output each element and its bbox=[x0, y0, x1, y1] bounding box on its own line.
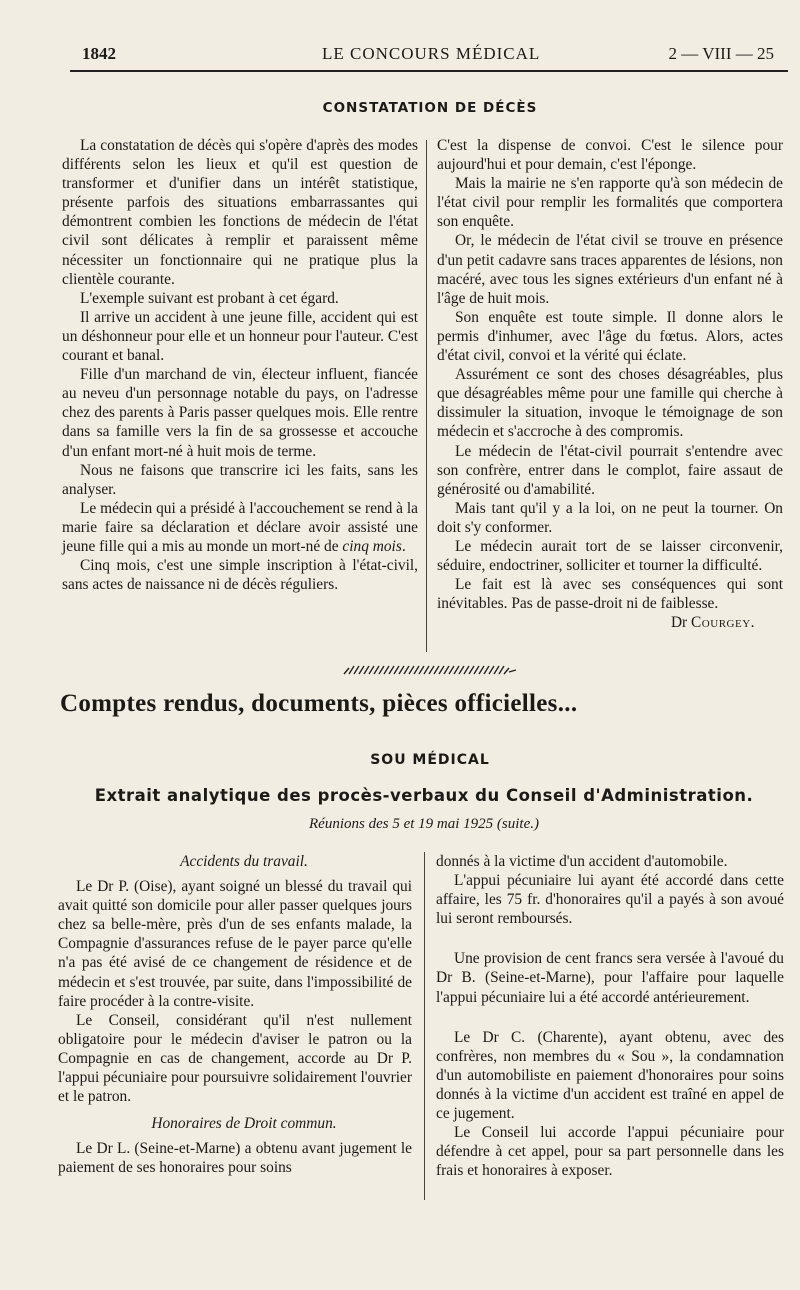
column-divider bbox=[424, 852, 425, 1200]
section-title-comptes-rendus: Comptes rendus, documents, pièces officielles... bbox=[60, 690, 578, 717]
running-header bbox=[60, 44, 780, 70]
paragraph: Il arrive un accident à une jeune fille, accident qui est un déshonneur pour elle et un honneur pour l'auteur. C'est courant et banal. bbox=[62, 308, 418, 365]
paragraph: Fille d'un marchand de vin, électeur influent, fiancée au neveu d'un personnage notable du pays, on l'adresse chez des parents à Paris passer quelques mois. Elle rentre dans sa famille vers la fin de sa grossesse et accouche d'un enfant mort-né à huit mois de terme. bbox=[62, 366, 418, 460]
paragraph: Le Dr P. (Oise), ayant soigné un blessé du travail qui avait quitté son domicile pour aller passer quelques jours chez sa belle-mère, près d'un de ses enfants malade, la Compagnie d'assurances refuse de le payer parce qu'elle n'a pas été avisé de ce changement de résidence et de médecin et s'est trouvée, par suite, dans l'impossibilité de faire procéder à la contre-visite. bbox=[58, 878, 412, 1010]
minutes-left-column bbox=[58, 852, 412, 1178]
subheading-honoraires: Honoraires de Droit commun. bbox=[151, 1115, 337, 1133]
paragraph: Mais la mairie ne s'en rapporte qu'à son médecin de l'état civil pour remplir les formalités que comportera son enquête. bbox=[437, 175, 783, 231]
extract-title: Extrait analytique des procès-verbaux du Conseil d'Administration. bbox=[94, 786, 754, 805]
article-left-column bbox=[62, 136, 418, 594]
page-number: 1842 bbox=[82, 44, 116, 63]
paragraph: L'exemple suivant est probant à cet égard. bbox=[80, 289, 339, 307]
subheading-accidents: Accidents du travail. bbox=[180, 853, 308, 870]
header-rule bbox=[70, 70, 788, 72]
meeting-suite: suite bbox=[501, 816, 531, 832]
paragraph: Le médecin aurait tort de se laisser circonvenir, séduire, endoctriner, solliciter et tourner la difficulté. bbox=[437, 537, 783, 575]
paragraph: Le Dr L. (Seine-et-Marne) a obtenu avant jugement le paiement de ses honoraires pour soins bbox=[58, 1140, 412, 1177]
paragraph: Le fait est là avec ses conséquences qui sont inévitables. Pas de passe-droit ni de faiblesse. bbox=[437, 576, 783, 613]
meeting-dates bbox=[0, 816, 800, 833]
minutes-right-column bbox=[436, 852, 784, 1180]
paragraph: Or, le médecin de l'état civil se trouve en présence d'un petit cadavre sans traces apparentes de lésions, non macéré, avec tous les signes extérieurs d'un enfant né à l'âge de huit mois. bbox=[437, 232, 783, 307]
signature bbox=[437, 613, 783, 632]
paragraph: Cinq mois, c'est une simple inscription à l'état-civil, sans actes de naissance ni de décès réguliers. bbox=[62, 557, 418, 594]
paragraph: donnés à la victime d'un accident d'automobile. bbox=[436, 853, 728, 870]
paragraph-text: Le médecin qui a présidé à l'accouchement se rend à la marie faire sa déclaration et déclare avoir assisté une jeune fille qui a mis au monde un mort-né de bbox=[62, 499, 418, 555]
article-right-column bbox=[437, 136, 783, 632]
paragraph: C'est la dispense de convoi. C'est le silence pour aujourd'hui et pour demain, c'est l'éponge. bbox=[437, 137, 783, 174]
meeting-dates-end: .) bbox=[530, 816, 539, 832]
paragraph: Son enquête est toute simple. Il donne alors le permis d'inhumer, avec l'âge du fœtus. Alors, actes d'état civil, convoi et la vérité qui éclate. bbox=[437, 308, 783, 365]
paragraph-text: . bbox=[401, 537, 406, 555]
paragraph: Mais tant qu'il y a la loi, on ne peut la tourner. On doit s'y conformer. bbox=[437, 499, 783, 536]
journal-title: LE CONCOURS MÉDICAL bbox=[322, 44, 541, 63]
paragraph: Une provision de cent francs sera versée à l'avoué du Dr B. (Seine-et-Marne), pour l'affaire pour laquelle l'appui pécuniaire lui a été accordé antérieurement. bbox=[436, 950, 784, 1006]
paragraph: La constatation de décès qui s'opère d'après des modes différents selon les lieux et qu'il est question de transformer et d'unifier dans un intérêt statistique, présente parfois des situations embarrassantes qui démontrent combien les fonctions de médecin de l'état civil sont délicates à remplir et paraissent même nécessiter un fonctionnaire qui ne pratique plus la clientèle courante. bbox=[62, 137, 418, 288]
signature-title: Dr bbox=[670, 614, 688, 632]
meeting-dates-text: Réunions des 5 et 19 mai 1925 ( bbox=[309, 816, 502, 832]
paragraph bbox=[62, 499, 418, 556]
paragraph: Nous ne faisons que transcrire ici les faits, sans les analyser. bbox=[62, 461, 418, 498]
paragraph: L'appui pécuniaire lui ayant été accordé dans cette affaire, les 75 fr. d'honoraires qu'il a payés à son avoué lui seront remboursés. bbox=[436, 872, 784, 928]
paragraph: Assurément ce sont des choses désagréables, plus que désagréables même pour une famille qui cherche à dissimuler la situation, invoque le témoignage de son médecin et s'accroche à des compromis. bbox=[437, 366, 783, 441]
issue-date: 2 — VIII — 25 bbox=[668, 44, 774, 63]
paragraph: Le médecin de l'état-civil pourrait s'entendre avec son confrère, entrer dans le complot, faire assaut de générosité ou d'amabilité. bbox=[437, 442, 783, 498]
subsection-title-sou-medical: SOU MÉDICAL bbox=[370, 752, 490, 768]
signature-name: Courgey. bbox=[691, 614, 755, 632]
emphasis: cinq mois bbox=[342, 537, 402, 555]
paragraph: Le Dr C. (Charente), ayant obtenu, avec des confrères, non membres du « Sou », la condamnation d'un automobiliste en paiement d'honoraires pour soins donnés à la victime d'un accident est traîné en appel de ce jugement. bbox=[436, 1028, 784, 1123]
section-title-constatation: CONSTATATION DE DÉCÈS bbox=[322, 100, 538, 116]
column-divider bbox=[426, 140, 427, 652]
ornament-divider bbox=[340, 664, 520, 676]
paragraph: Le Conseil lui accorde l'appui pécuniaire pour défendre à cet appel, pour sa part personnelle dans les frais et honoraires à exposer. bbox=[436, 1124, 784, 1180]
paragraph: Le Conseil, considérant qu'il n'est nullement obligatoire pour le médecin d'aviser le patron ou la Compagnie en cas de changement, accorde au Dr P. l'appui pécuniaire pour poursuivre solidairement l'ouvrier et le patron. bbox=[58, 1011, 412, 1106]
